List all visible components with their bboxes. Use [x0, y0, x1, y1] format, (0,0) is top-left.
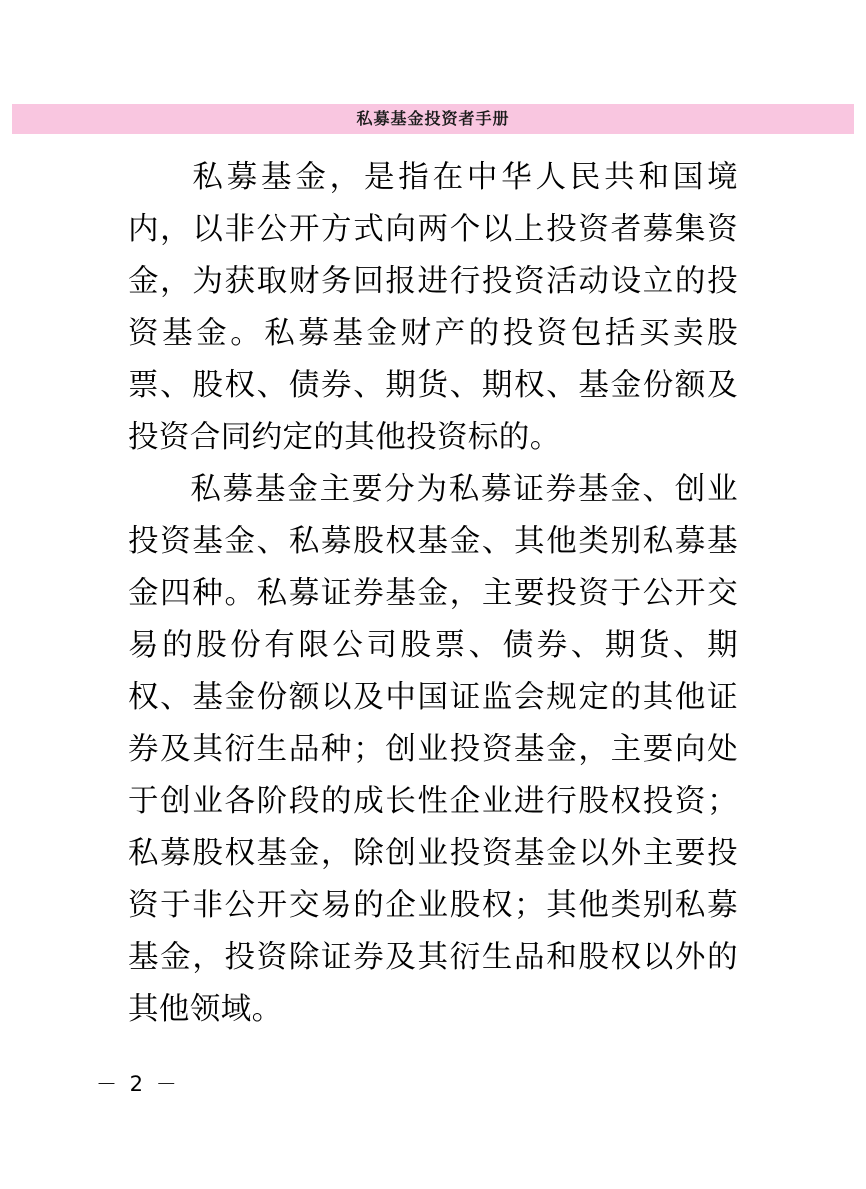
body-paragraph: [128, 464, 738, 1036]
running-header-band: [12, 104, 854, 134]
running-header-title: 私募基金投资者手册: [346, 104, 519, 134]
paragraph-text: 私募基金主要分为私募证券基金、创业投资基金、私募股权基金、其他类别私募基金四种。私募证券基金，主要投资于公开交易的股份有限公司股票、债券、期货、期权、基金份额以及中国证监会规定的其他证券及其衍生品种；创业投资基金，主要向处于创业各阶段的成长性企业进行股权投资；私募股权基金，除创业投资基金以外主要投资于非公开交易的企业股权；其他类别私募基金，投资除证券及其衍生品和股权以外的其他领域。: [128, 472, 738, 1027]
paragraph-text: 私募基金，是指在中华人民共和国境内，以非公开方式向两个以上投资者募集资金，为获取财务回报进行投资活动设立的投资基金。私募基金财产的投资包括买卖股票、股权、债券、期货、期权、基金份额及投资合同约定的其他投资标的。: [128, 160, 738, 455]
page-body: [128, 152, 738, 1036]
body-paragraph: [128, 152, 738, 464]
page-number: － 2 －: [96, 1072, 180, 1096]
